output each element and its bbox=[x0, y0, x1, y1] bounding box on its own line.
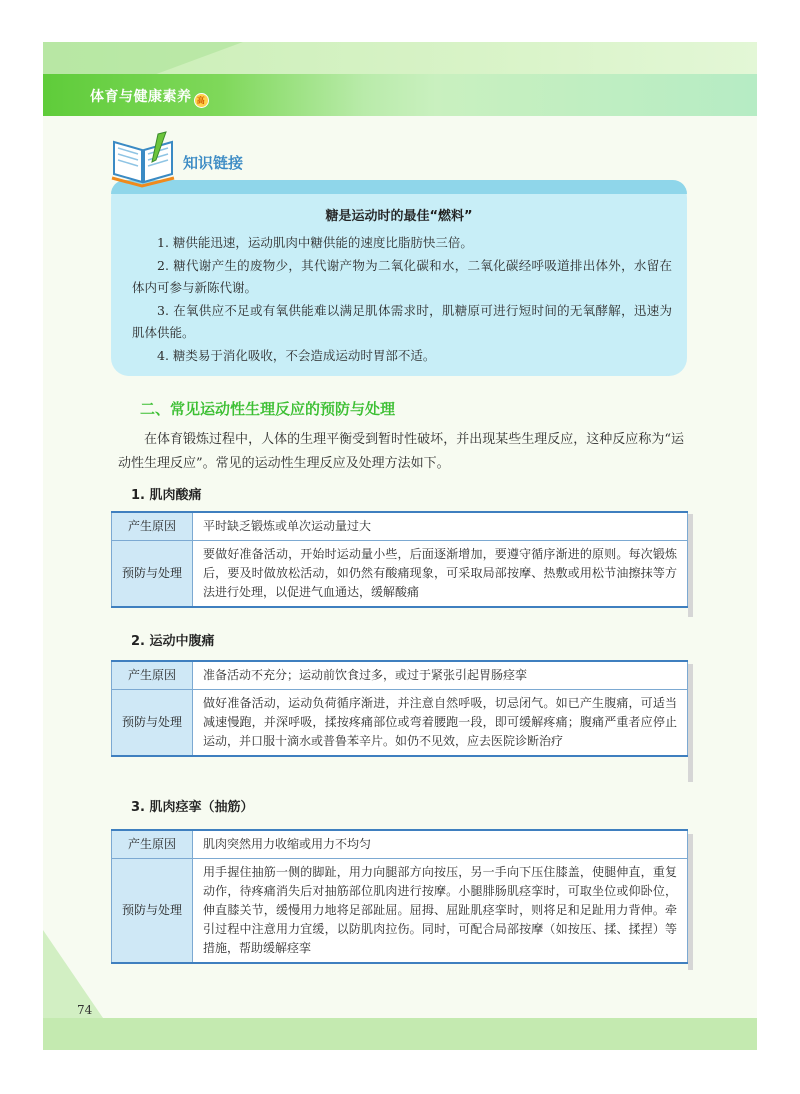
row-label: 产生原因 bbox=[112, 830, 193, 859]
table-abdominal-pain bbox=[111, 660, 688, 757]
table-row bbox=[112, 859, 688, 964]
subsection-title-muscle-soreness: 1. 肌肉酸痛 bbox=[131, 488, 202, 503]
knowledge-box-top-strip bbox=[111, 180, 687, 194]
row-value: 平时缺乏锻炼或单次运动量过大 bbox=[193, 512, 688, 541]
open-book-icon bbox=[108, 130, 178, 190]
row-value: 准备活动不充分；运动前饮食过多，或过于紧张引起胃肠痉挛 bbox=[193, 661, 688, 690]
table-row bbox=[112, 830, 688, 859]
row-value: 肌肉突然用力收缩或用力不均匀 bbox=[193, 830, 688, 859]
knowledge-item: 4. 糖类易于消化吸收，不会造成运动时胃部不适。 bbox=[157, 347, 436, 363]
table-row bbox=[112, 512, 688, 541]
table-shadow bbox=[688, 834, 693, 970]
row-label: 预防与处理 bbox=[112, 541, 193, 608]
knowledge-box-title: 糖是运动时的最佳“燃料” bbox=[325, 209, 473, 224]
running-header: 体育与健康素养 高 bbox=[90, 86, 209, 108]
knowledge-item: 1. 糖供能迅速，运动肌肉中糖供能的速度比脂肪快三倍。 bbox=[157, 235, 473, 250]
knowledge-box-body bbox=[132, 232, 672, 367]
table-muscle-cramp bbox=[111, 829, 688, 964]
row-value: 用手握住抽筋一侧的脚趾，用力向腿部方向按压，另一手向下压住膝盖，使腿伸直，重复动作，待疼痛消失后对抽筋部位肌肉进行按摩。小腿腓肠肌痉挛时，可取坐位或仰卧位，伸直膝关节，缓慢用力地将足部趾屈。屈拇、屈趾肌痉挛时，则将足和足趾用力背伸。牵引过程中注意用力宜缓，以防肌肉拉伤。同时，可配合局部按摩（如按压、揉、揉捏）等措施，帮助缓解痉挛 bbox=[193, 859, 688, 964]
table-muscle-soreness bbox=[111, 511, 688, 608]
section-heading: 二、常见运动性生理反应的预防与处理 bbox=[140, 400, 396, 418]
subsection-title-abdominal-pain: 2. 运动中腹痛 bbox=[131, 634, 215, 649]
table-row bbox=[112, 661, 688, 690]
row-value: 做好准备活动，运动负荷循序渐进，并注意自然呼吸，切忌闭气。如已产生腹痛，可适当减速慢跑，并深呼吸，揉按疼痛部位或弯着腰跑一段，即可缓解疼痛；腹痛严重者应停止运动，并口服十滴水或普鲁苯辛片。如仍不见效，应去医院诊断治疗 bbox=[193, 690, 688, 757]
row-label: 产生原因 bbox=[112, 661, 193, 690]
table-shadow bbox=[688, 514, 693, 617]
page-number: 74 bbox=[77, 1003, 93, 1017]
row-value: 要做好准备活动，开始时运动量小些，后面逐渐增加，要遵守循序渐进的原则。每次锻炼后，要及时做放松活动，如仍然有酸痛现象，可采取局部按摩、热敷或用松节油擦抹等方法进行处理，以促进气血通达，缓解酸痛 bbox=[193, 541, 688, 608]
knowledge-link-label: 知识链接 bbox=[183, 154, 244, 172]
row-label: 产生原因 bbox=[112, 512, 193, 541]
table-shadow bbox=[688, 664, 693, 782]
row-label: 预防与处理 bbox=[112, 859, 193, 964]
subsection-title-muscle-cramp: 3. 肌肉痉挛（抽筋） bbox=[131, 800, 254, 815]
level-badge-icon: 高 bbox=[194, 93, 209, 108]
section-intro: 在体育锻炼过程中，人体的生理平衡受到暂时性破坏，并出现某些生理反应，这种反应称为“运动性生理反应”。常见的运动性生理反应及处理方法如下。 bbox=[118, 432, 684, 471]
knowledge-item: 3. 在氧供应不足或有氧供能难以满足肌体需求时，肌糖原可进行短时间的无氧酵解，迅速为肌体供能。 bbox=[132, 302, 672, 340]
knowledge-item: 2. 糖代谢产生的废物少，其代谢产物为二氧化碳和水，二氧化碳经呼吸道排出体外，水留在体内可参与新陈代谢。 bbox=[132, 257, 672, 295]
bottom-band bbox=[43, 1018, 757, 1050]
table-row bbox=[112, 690, 688, 757]
bottom-corner-decor bbox=[43, 930, 103, 1018]
row-label: 预防与处理 bbox=[112, 690, 193, 757]
table-row bbox=[112, 541, 688, 608]
